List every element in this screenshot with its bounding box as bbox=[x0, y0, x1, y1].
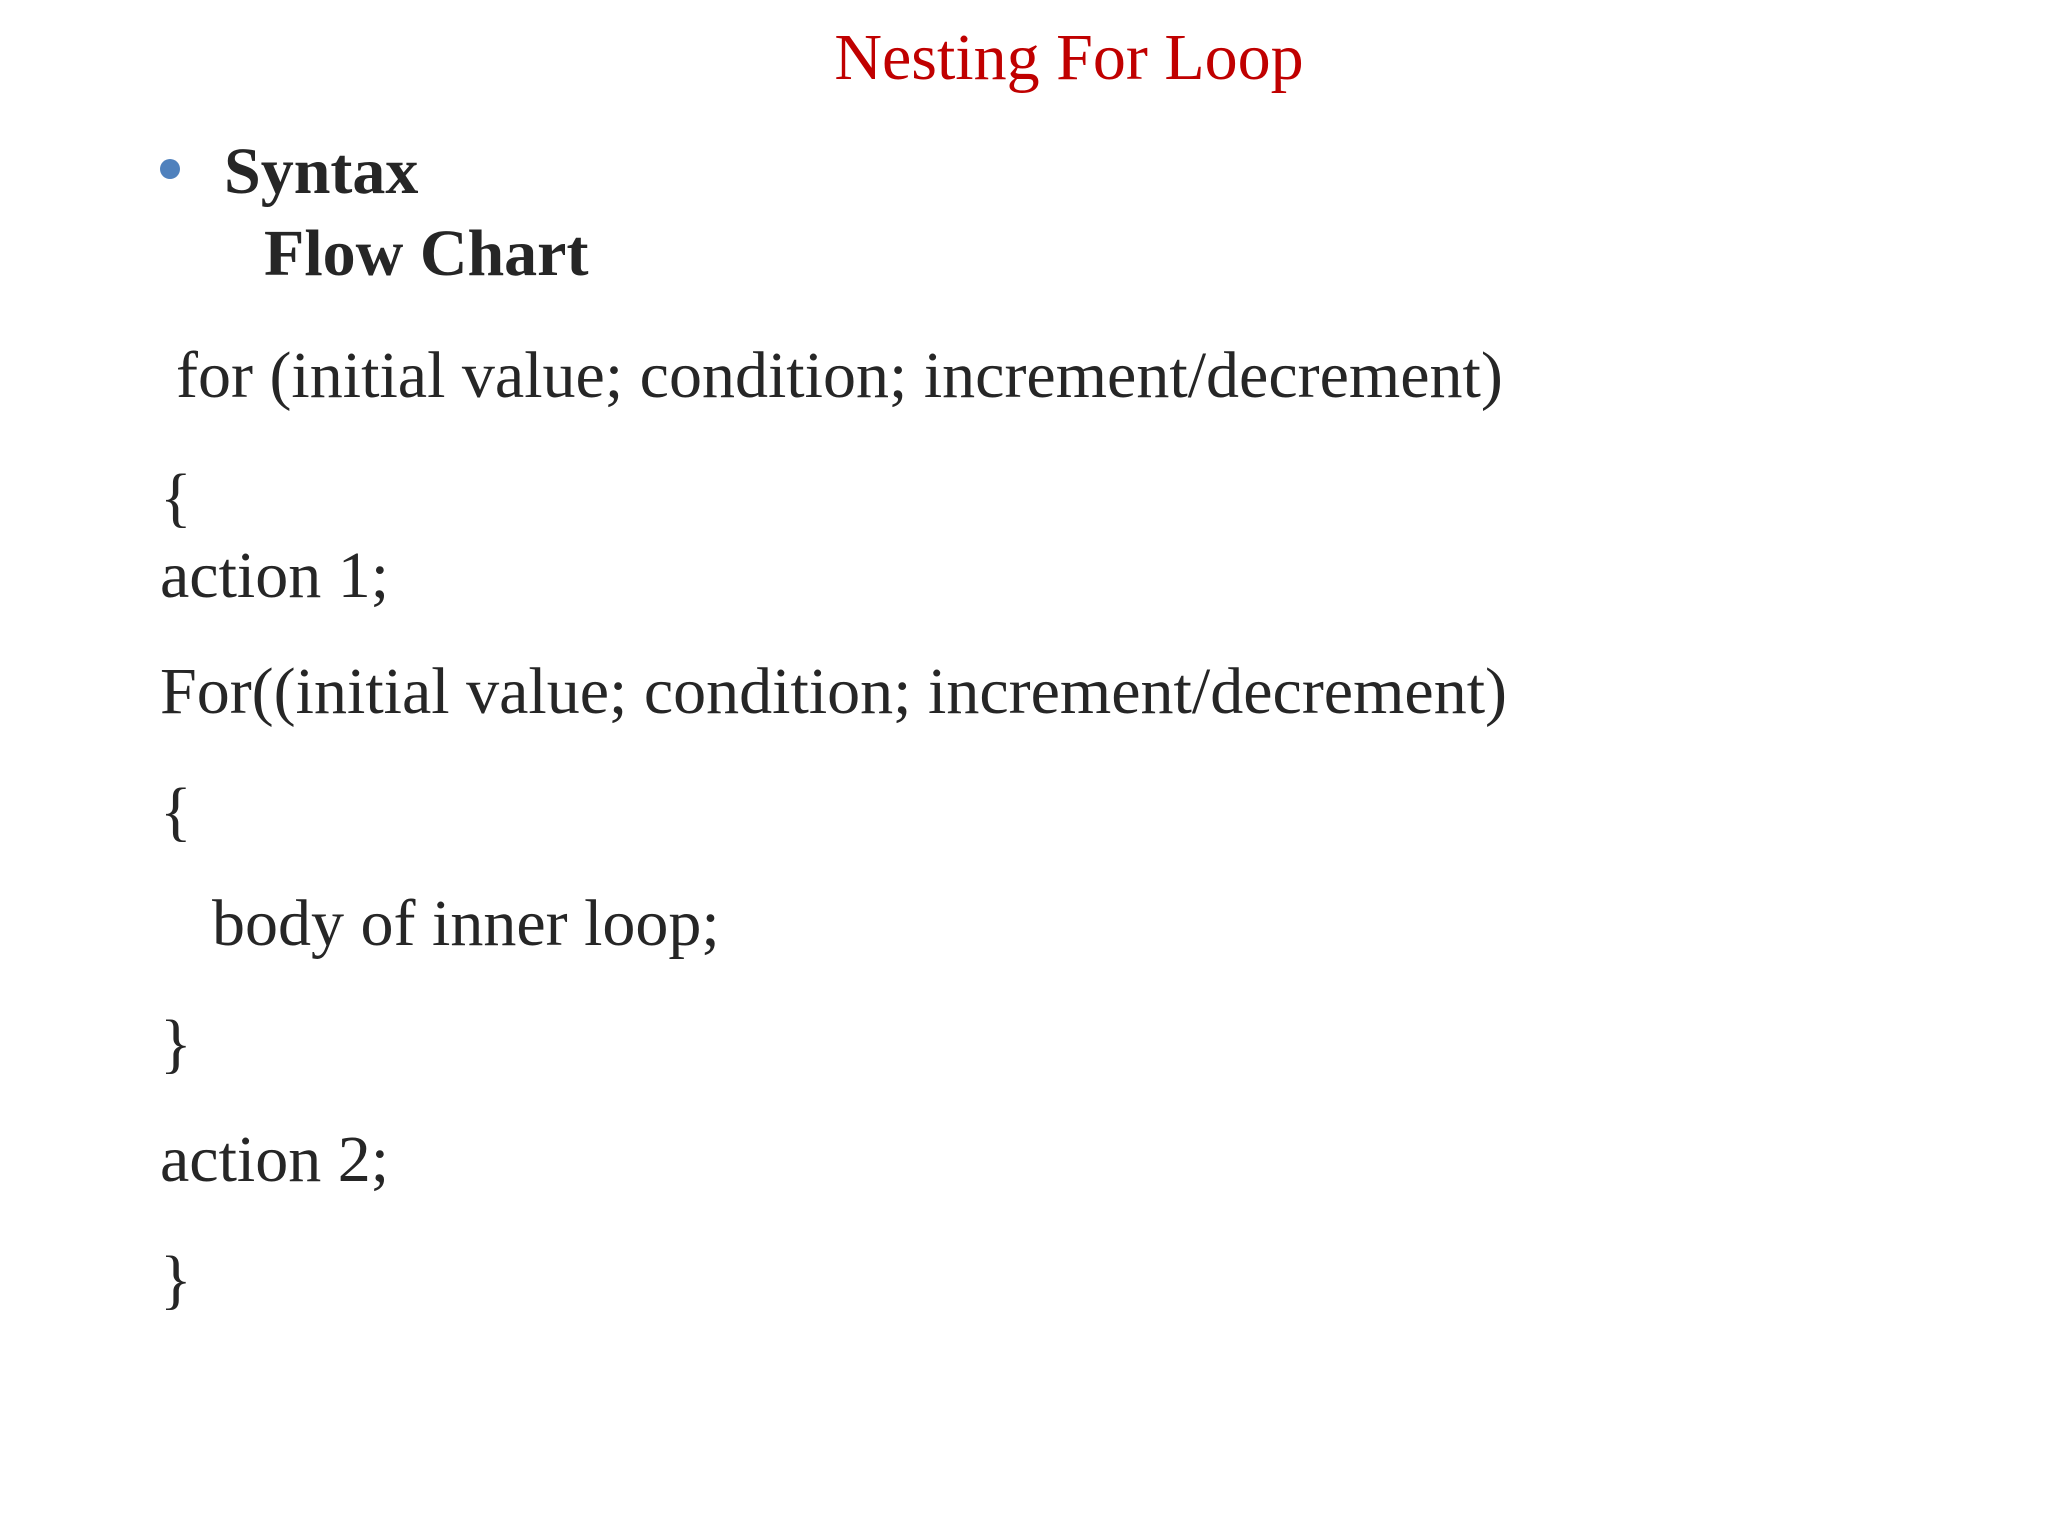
code-line-outer-for: for (initial value; condition; increment/decrement) bbox=[176, 339, 1503, 412]
slide-title: Nesting For Loop bbox=[834, 21, 1304, 94]
code-line-close-brace-outer: } bbox=[160, 1243, 192, 1316]
bullet-subheading: Flow Chart bbox=[264, 217, 589, 290]
bullet-heading: Syntax bbox=[224, 135, 419, 208]
code-line-inner-body: body of inner loop; bbox=[212, 887, 720, 960]
code-line-action-1: action 1; bbox=[160, 539, 390, 612]
bullet-dot-icon bbox=[160, 159, 180, 179]
bullet-item bbox=[160, 132, 418, 212]
code-line-close-brace-inner: } bbox=[160, 1007, 192, 1080]
code-line-inner-for: For((initial value; condition; increment/decrement) bbox=[160, 655, 1508, 728]
code-line-action-2: action 2; bbox=[160, 1123, 390, 1196]
code-line-open-brace-inner: { bbox=[160, 775, 192, 848]
code-line-open-brace-outer: { bbox=[160, 461, 192, 534]
